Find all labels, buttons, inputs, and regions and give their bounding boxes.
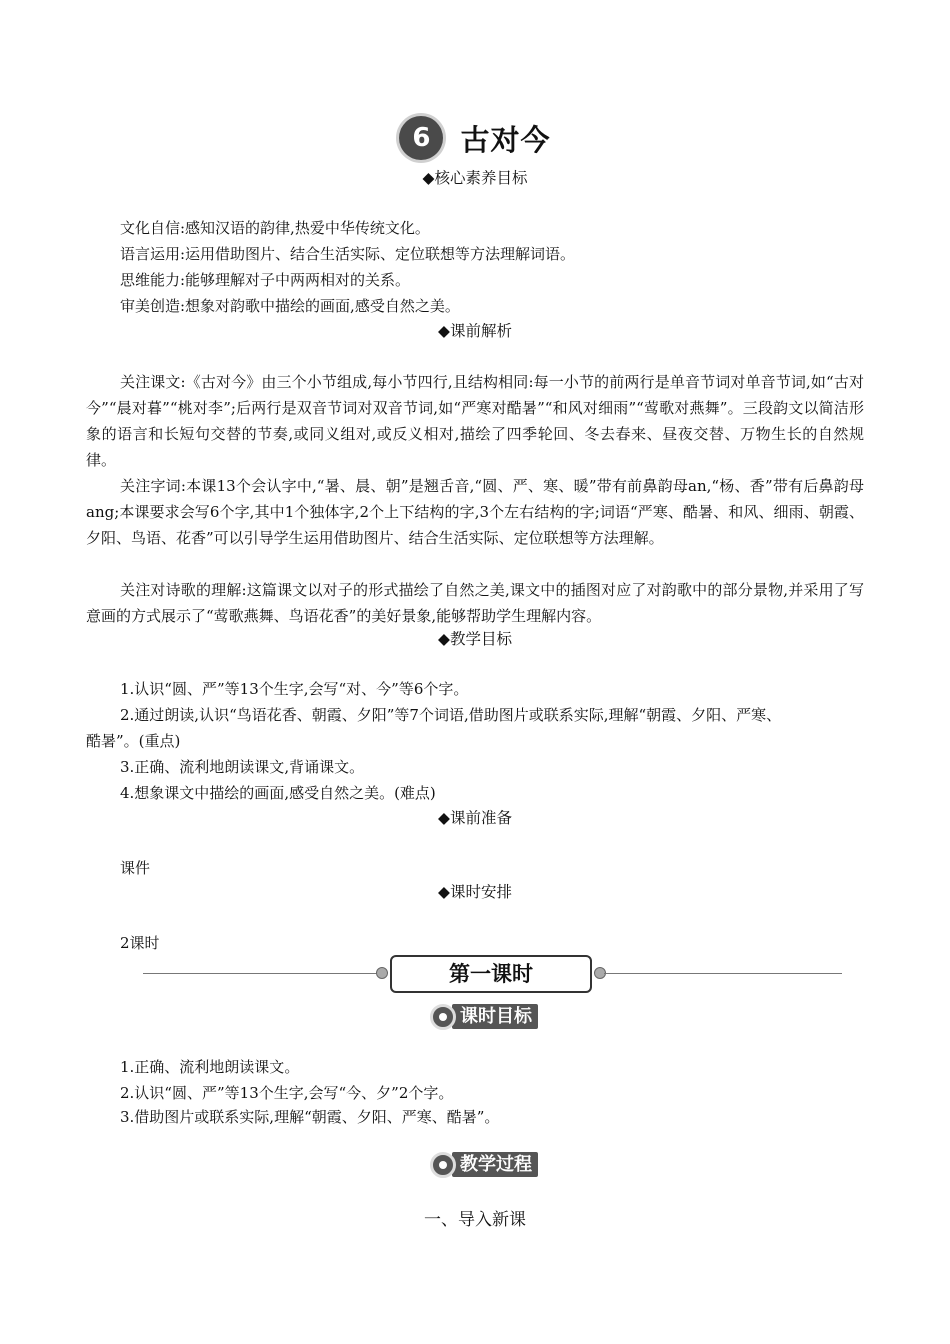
teaching-process-badge: [430, 1152, 538, 1177]
schedule-text: 2课时: [120, 934, 160, 952]
goal-item: 2.通过朗读,认识“鸟语花香、朝霞、夕阳”等7个词语,借助图片或联系实际,理解“朝霞、夕阳、严寒、: [120, 706, 782, 724]
section-heading-analysis: ◆课前解析: [438, 322, 512, 340]
analysis-paragraph: 关注字词:本课13个会认字中,“暑、晨、朝”是翘舌音,“圆、严、寒、暖”带有前鼻韵母an,“杨、香”带有后鼻韵母ang;本课要求会写6个字,其中1个独体字,2个上下结构的字,3个左右结构的字;词语“严寒、酷暑、和风、细雨、朝霞、夕阳、鸟语、花香”可以引导学生运用借助图片、结合生活实际、定位联想等方法理解。: [86, 477, 864, 547]
lesson-number-badge: 6: [399, 116, 443, 160]
analysis-paragraph: 关注课文:《古对今》由三个小节组成,每小节四行,且结构相同:每一小节的前两行是单音节词对单音节词,如“古对今”“晨对暮”“桃对李”;后两行是双音节词对双音节词,如“严寒对酷暑”“和风对细雨”“莺歌对燕舞”。三段韵文以简洁形象的语言和长短句交替的节奏,或同义组对,或反义相对,描绘了四季轮回、冬去春来、昼夜交替、万物生长的自然规律。: [86, 373, 864, 469]
step-heading: 一、导入新课: [424, 1210, 526, 1230]
period-goals-badge: [430, 1004, 538, 1029]
core-item: 文化自信:感知汉语的韵律,热爱中华传统文化。: [120, 219, 430, 237]
goal-item-continued: 酷暑”。(重点): [86, 732, 181, 750]
divider-left: [143, 973, 383, 974]
divider-right: [604, 973, 842, 974]
period-goals-label: 课时目标: [452, 1004, 538, 1029]
goal-item: 4.想象课文中描绘的画面,感受自然之美。(难点): [120, 784, 436, 802]
lesson-title-block: [0, 116, 950, 160]
analysis-paragraph: 关注对诗歌的理解:这篇课文以对子的形式描绘了自然之美,课文中的插图对应了对韵歌中的部分景物,并采用了写意画的方式展示了“莺歌燕舞、鸟语花香”的美好景象,能够帮助学生理解内容。: [86, 581, 864, 625]
prep-text: 课件: [120, 859, 151, 877]
lesson-title: 古对今: [460, 122, 551, 157]
section-heading-core: ◆核心素养目标: [422, 169, 528, 187]
divider-dot-left: [376, 967, 388, 979]
core-item: 审美创造:想象对韵歌中描绘的画面,感受自然之美。: [120, 297, 460, 315]
target-icon: [430, 1004, 456, 1030]
period-goal-item: 2.认识“圆、严”等13个生字,会写“今、夕”2个字。: [120, 1084, 454, 1102]
section-heading-goals: ◆教学目标: [438, 630, 512, 648]
core-item: 语言运用:运用借助图片、结合生活实际、定位联想等方法理解词语。: [120, 245, 576, 263]
target-icon: [430, 1152, 456, 1178]
section-heading-prep: ◆课前准备: [438, 809, 512, 827]
period-goal-item: 3.借助图片或联系实际,理解“朝霞、夕阳、严寒、酷暑”。: [120, 1108, 500, 1126]
core-item: 思维能力:能够理解对子中两两相对的关系。: [120, 271, 411, 289]
section-heading-schedule: ◆课时安排: [438, 883, 512, 901]
first-period-heading: 第一课时: [390, 955, 592, 993]
period-goal-item: 1.正确、流利地朗读课文。: [120, 1058, 300, 1076]
goal-item: 3.正确、流利地朗读课文,背诵课文。: [120, 758, 365, 776]
goal-item: 1.认识“圆、严”等13个生字,会写“对、今”等6个字。: [120, 680, 469, 698]
teaching-process-label: 教学过程: [452, 1152, 538, 1177]
